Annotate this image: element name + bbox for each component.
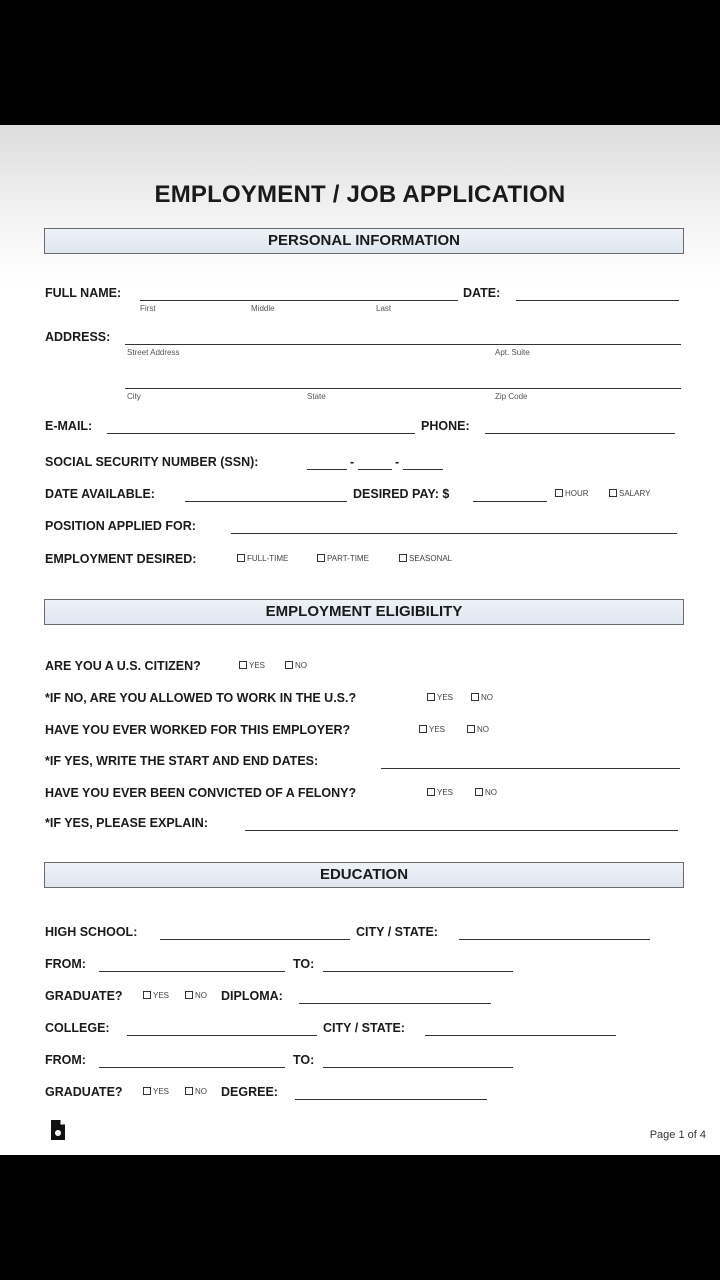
- address-label: ADDRESS:: [45, 330, 111, 344]
- hs-graduate-yes-checkbox[interactable]: [143, 991, 151, 999]
- dates-row: [45, 754, 685, 772]
- degree-field[interactable]: [295, 1099, 487, 1100]
- hs-dates-row: [45, 957, 685, 975]
- allowed-no-checkbox[interactable]: [471, 693, 479, 701]
- college-graduate-row: [45, 1085, 685, 1103]
- section-header-eligibility: EMPLOYMENT ELIGIBILITY: [44, 599, 684, 625]
- hour-checkbox[interactable]: [555, 489, 563, 497]
- explain-field[interactable]: [245, 830, 678, 831]
- hs-graduate-label: GRADUATE?: [45, 989, 123, 1003]
- diploma-field[interactable]: [299, 1003, 491, 1004]
- diploma-label: DIPLOMA:: [221, 989, 283, 1003]
- college-graduate-yes-label: YES: [153, 1087, 170, 1096]
- hs-city-state-label: CITY / STATE:: [356, 925, 438, 939]
- hs-to-field[interactable]: [323, 971, 513, 972]
- college-from-field[interactable]: [99, 1067, 285, 1068]
- date-available-field[interactable]: [185, 501, 347, 502]
- part-time-option-label: PART-TIME: [327, 554, 369, 563]
- high-school-field[interactable]: [160, 939, 350, 940]
- citizen-no-label: NO: [295, 661, 307, 670]
- salary-checkbox[interactable]: [609, 489, 617, 497]
- college-label: COLLEGE:: [45, 1021, 110, 1035]
- ssn-field-part2[interactable]: [358, 469, 392, 470]
- section-header-personal: PERSONAL INFORMATION: [44, 228, 684, 254]
- first-caption: First: [140, 304, 156, 313]
- citizen-no-checkbox[interactable]: [285, 661, 293, 669]
- hs-graduate-no-checkbox[interactable]: [185, 991, 193, 999]
- college-field[interactable]: [127, 1035, 317, 1036]
- full-time-option-label: FULL-TIME: [247, 554, 289, 563]
- college-city-state-label: CITY / STATE:: [323, 1021, 405, 1035]
- application-form: [0, 125, 720, 1155]
- felony-question: HAVE YOU EVER BEEN CONVICTED OF A FELONY?: [45, 786, 357, 800]
- position-row: [45, 519, 685, 537]
- allowed-row: [45, 691, 685, 709]
- position-label: POSITION APPLIED FOR:: [45, 519, 196, 533]
- last-caption: Last: [376, 304, 392, 313]
- worked-no-label: NO: [477, 725, 489, 734]
- college-graduate-no-label: NO: [195, 1087, 207, 1096]
- allowed-yes-checkbox[interactable]: [427, 693, 435, 701]
- email-phone-row: [45, 419, 685, 437]
- phone-field[interactable]: [485, 433, 675, 434]
- hs-graduate-row: [45, 989, 685, 1007]
- date-available-label: DATE AVAILABLE:: [45, 487, 155, 501]
- hs-graduate-no-label: NO: [195, 991, 207, 1000]
- availability-pay-row: [45, 487, 685, 505]
- explain-label: *IF YES, PLEASE EXPLAIN:: [45, 816, 209, 830]
- hs-city-state-field[interactable]: [459, 939, 650, 940]
- college-to-field[interactable]: [323, 1067, 513, 1068]
- ssn-dash-2: -: [395, 455, 400, 469]
- middle-caption: Middle: [251, 304, 275, 313]
- worked-question: HAVE YOU EVER WORKED FOR THIS EMPLOYER?: [45, 723, 351, 737]
- seasonal-option-label: SEASONAL: [409, 554, 453, 563]
- salary-option-label: SALARY: [619, 489, 651, 498]
- state-caption: State: [307, 392, 326, 401]
- college-city-state-field[interactable]: [425, 1035, 616, 1036]
- college-to-label: TO:: [293, 1053, 315, 1067]
- allowed-no-label: NO: [481, 693, 493, 702]
- city-caption: City: [127, 392, 141, 401]
- employment-desired-label: EMPLOYMENT DESIRED:: [45, 552, 197, 566]
- full-name-label: FULL NAME:: [45, 286, 122, 300]
- street-caption: Street Address: [127, 348, 180, 357]
- ssn-label: SOCIAL SECURITY NUMBER (SSN):: [45, 455, 259, 469]
- allowed-question: *IF NO, ARE YOU ALLOWED TO WORK IN THE U.S.?: [45, 691, 357, 705]
- college-graduate-no-checkbox[interactable]: [185, 1087, 193, 1095]
- position-field[interactable]: [231, 533, 677, 534]
- email-field[interactable]: [107, 433, 415, 434]
- high-school-row: [45, 925, 685, 943]
- date-field[interactable]: [516, 300, 679, 301]
- section-header-education: EDUCATION: [44, 862, 684, 888]
- full-name-row: [45, 286, 685, 313]
- felony-yes-checkbox[interactable]: [427, 788, 435, 796]
- seasonal-checkbox[interactable]: [399, 554, 407, 562]
- worked-row: [45, 723, 685, 741]
- ssn-row: [45, 455, 685, 473]
- ssn-field-part1[interactable]: [307, 469, 347, 470]
- felony-yes-label: YES: [437, 788, 454, 797]
- document-icon: [50, 1119, 66, 1141]
- worked-no-checkbox[interactable]: [467, 725, 475, 733]
- date-label: DATE:: [463, 286, 501, 300]
- desired-pay-label: DESIRED PAY: $: [353, 487, 450, 501]
- degree-label: DEGREE:: [221, 1085, 278, 1099]
- citizen-yes-label: YES: [249, 661, 266, 670]
- felony-no-label: NO: [485, 788, 497, 797]
- college-row: [45, 1021, 685, 1039]
- citizen-yes-checkbox[interactable]: [239, 661, 247, 669]
- allowed-yes-label: YES: [437, 693, 454, 702]
- ssn-dash-1: -: [350, 455, 355, 469]
- full-time-checkbox[interactable]: [237, 554, 245, 562]
- dates-question: *IF YES, WRITE THE START AND END DATES:: [45, 754, 319, 768]
- citizen-question: ARE YOU A U.S. CITIZEN?: [45, 659, 201, 673]
- employment-desired-row: [45, 552, 685, 570]
- phone-label: PHONE:: [421, 419, 470, 433]
- college-dates-row: [45, 1053, 685, 1071]
- worked-yes-label: YES: [429, 725, 446, 734]
- desired-pay-field[interactable]: [473, 501, 547, 502]
- start-end-dates-field[interactable]: [381, 768, 680, 769]
- part-time-checkbox[interactable]: [317, 554, 325, 562]
- worked-yes-checkbox[interactable]: [419, 725, 427, 733]
- explain-row: [45, 816, 685, 834]
- college-graduate-yes-checkbox[interactable]: [143, 1087, 151, 1095]
- page-number: Page 1 of 4: [649, 1129, 706, 1141]
- ssn-field-part3[interactable]: [403, 469, 443, 470]
- hour-option-label: HOUR: [565, 489, 589, 498]
- form-title: EMPLOYMENT / JOB APPLICATION: [154, 181, 566, 208]
- apt-caption: Apt. Suite: [495, 348, 530, 357]
- felony-no-checkbox[interactable]: [475, 788, 483, 796]
- college-graduate-label: GRADUATE?: [45, 1085, 123, 1099]
- street-address-field[interactable]: [125, 344, 681, 345]
- full-name-field[interactable]: [140, 300, 458, 301]
- hs-from-field[interactable]: [99, 971, 285, 972]
- address-row: [45, 330, 685, 400]
- citizen-row: [45, 659, 685, 677]
- zip-caption: Zip Code: [495, 392, 528, 401]
- high-school-label: HIGH SCHOOL:: [45, 925, 138, 939]
- hs-from-label: FROM:: [45, 957, 86, 971]
- city-state-zip-field[interactable]: [125, 388, 681, 389]
- hs-graduate-yes-label: YES: [153, 991, 170, 1000]
- college-from-label: FROM:: [45, 1053, 86, 1067]
- hs-to-label: TO:: [293, 957, 315, 971]
- email-label: E-MAIL:: [45, 419, 93, 433]
- felony-row: [45, 786, 685, 804]
